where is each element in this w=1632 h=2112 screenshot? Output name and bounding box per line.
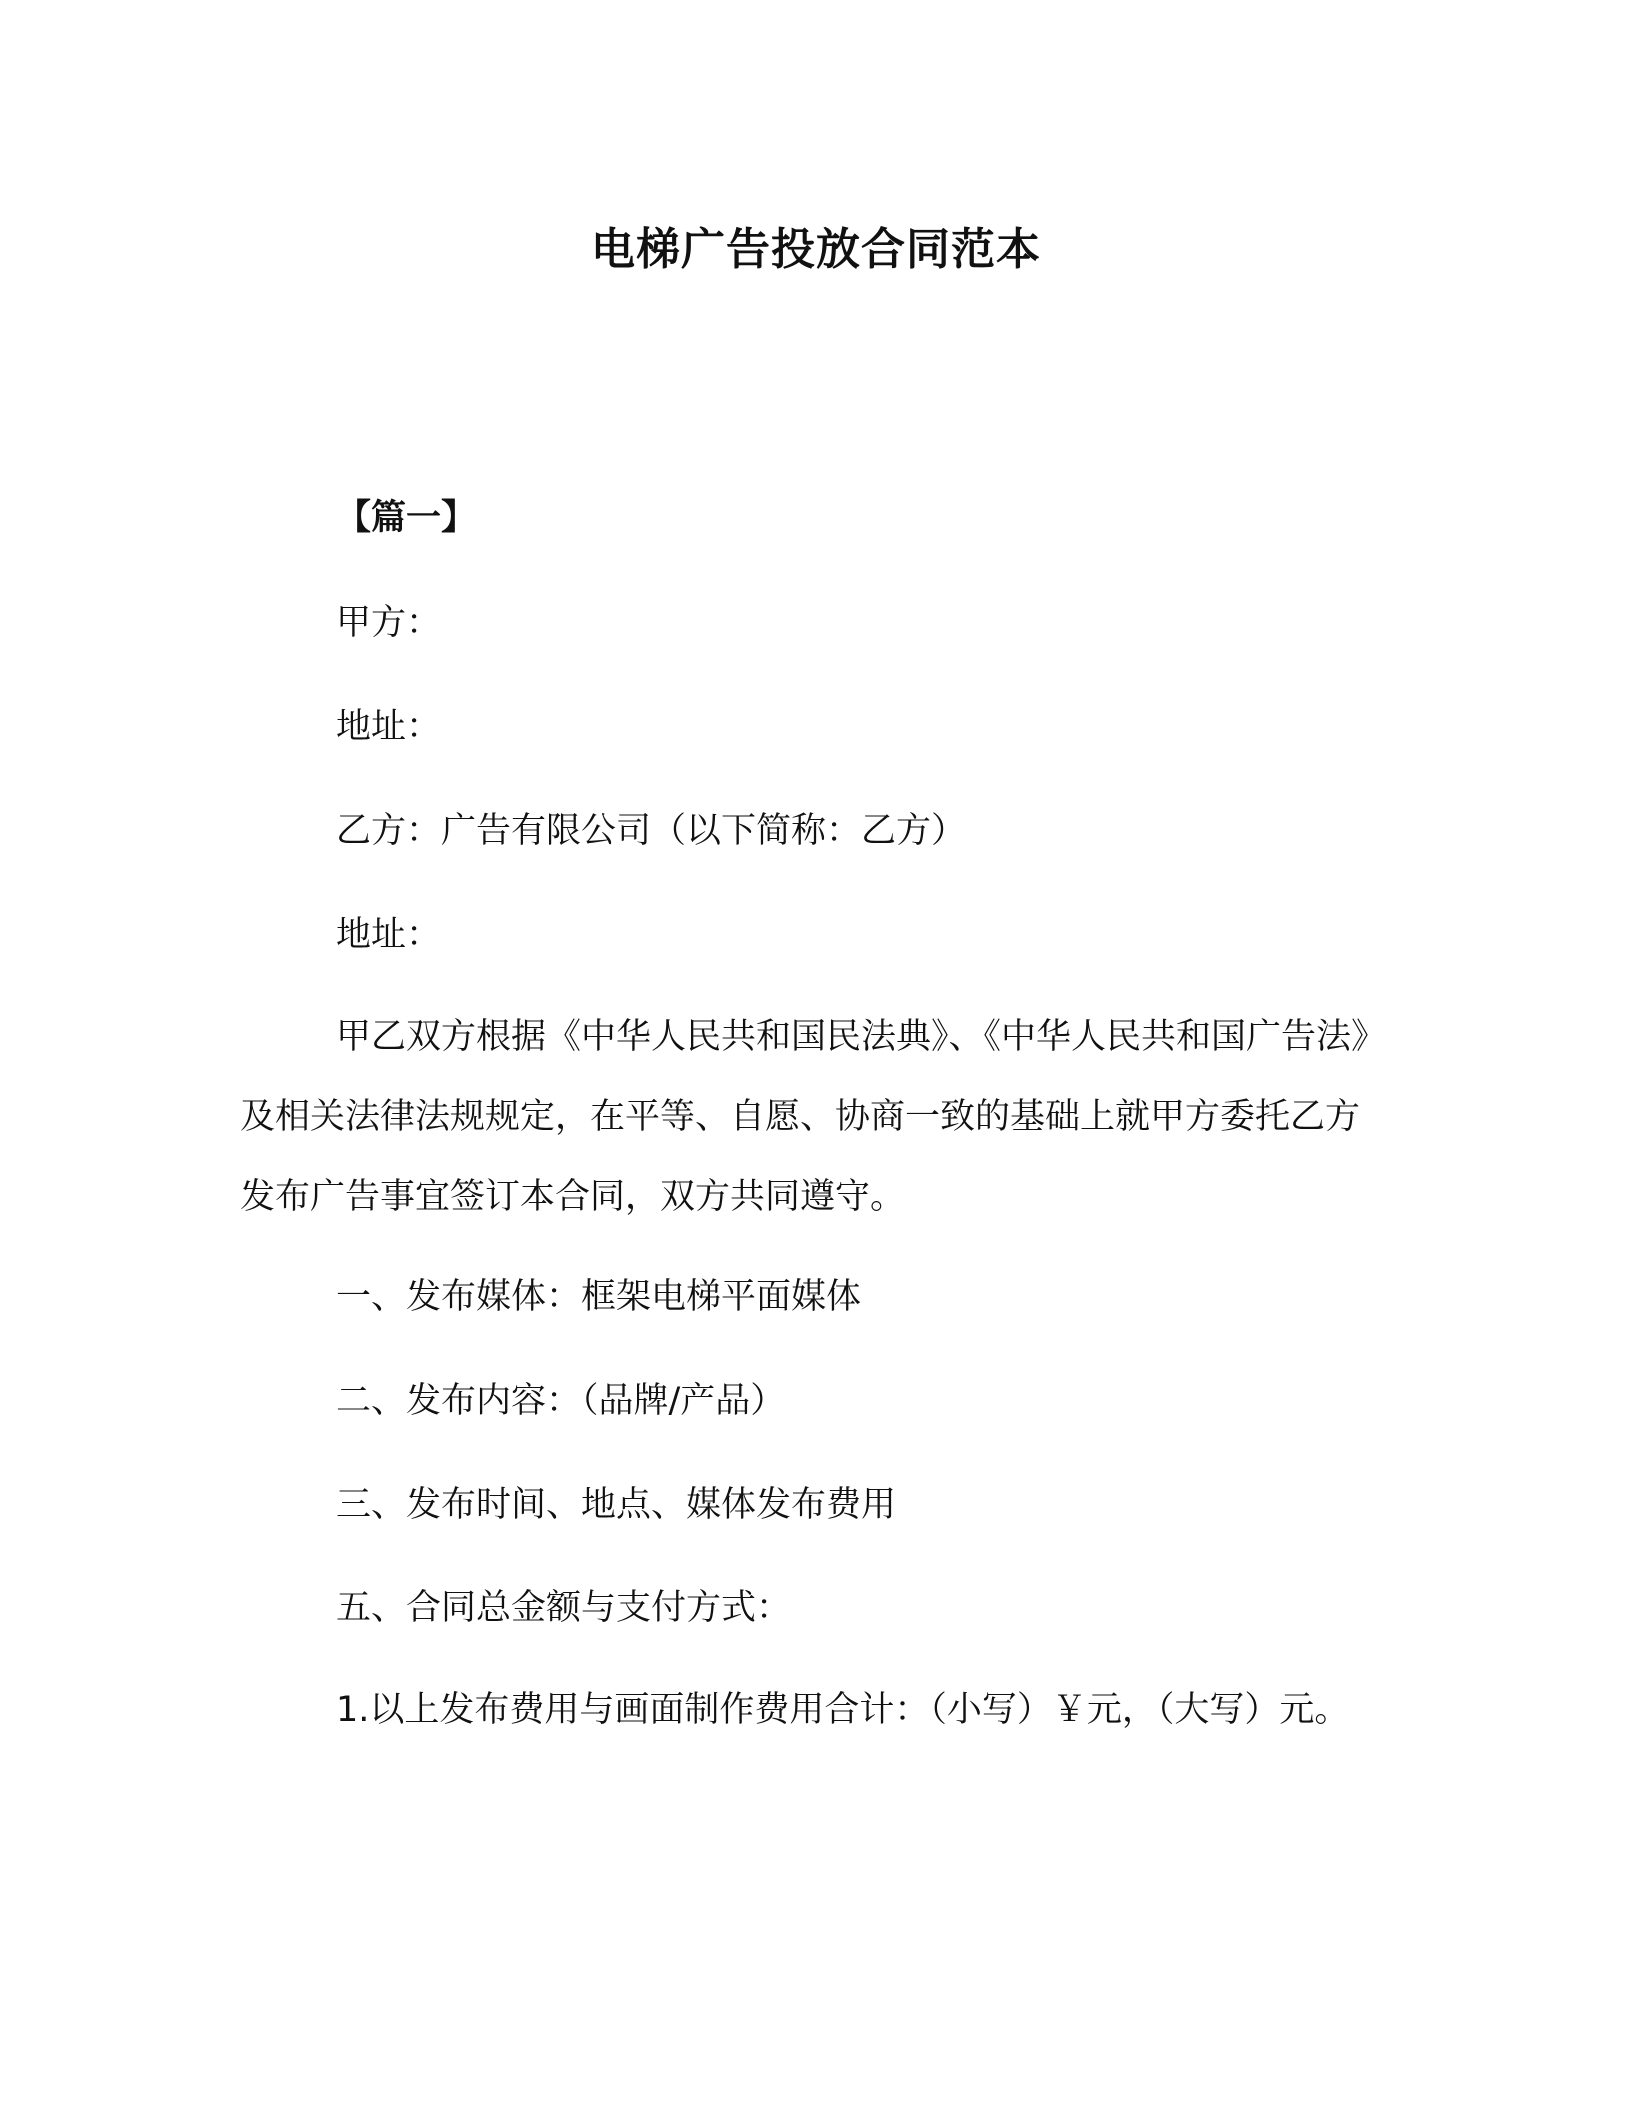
party-a-address-line: 地址：	[336, 707, 442, 747]
contract-preamble: 甲乙双方根据《中华人民共和国民法典》、《中华人民共和国广告法》及相关法律法规规定，在平等、自愿、协商一致的基础上就甲方委托乙方发布广告事宜签订本合同，双方共同遵守。	[240, 1017, 1387, 1217]
document-title: 电梯广告投放合同范本	[591, 224, 1041, 275]
payment-item-1: 1.以上发布费用与画面制作费用合计：（小写）￥元，（大写）元。	[336, 1690, 1350, 1730]
clause-total-amount-payment: 五、合同总金额与支付方式：	[336, 1588, 792, 1628]
clause-publishing-content: 二、发布内容：（品牌/产品）	[336, 1381, 786, 1421]
clause-time-place-fees: 三、发布时间、地点、媒体发布费用	[336, 1485, 897, 1525]
party-a-line: 甲方：	[336, 603, 442, 643]
party-b-address-line: 地址：	[336, 915, 442, 955]
clause-publishing-media: 一、发布媒体：框架电梯平面媒体	[336, 1277, 862, 1317]
party-b-line: 乙方：广告有限公司（以下简称：乙方）	[336, 811, 967, 851]
section-heading: 【篇一】	[336, 498, 477, 538]
